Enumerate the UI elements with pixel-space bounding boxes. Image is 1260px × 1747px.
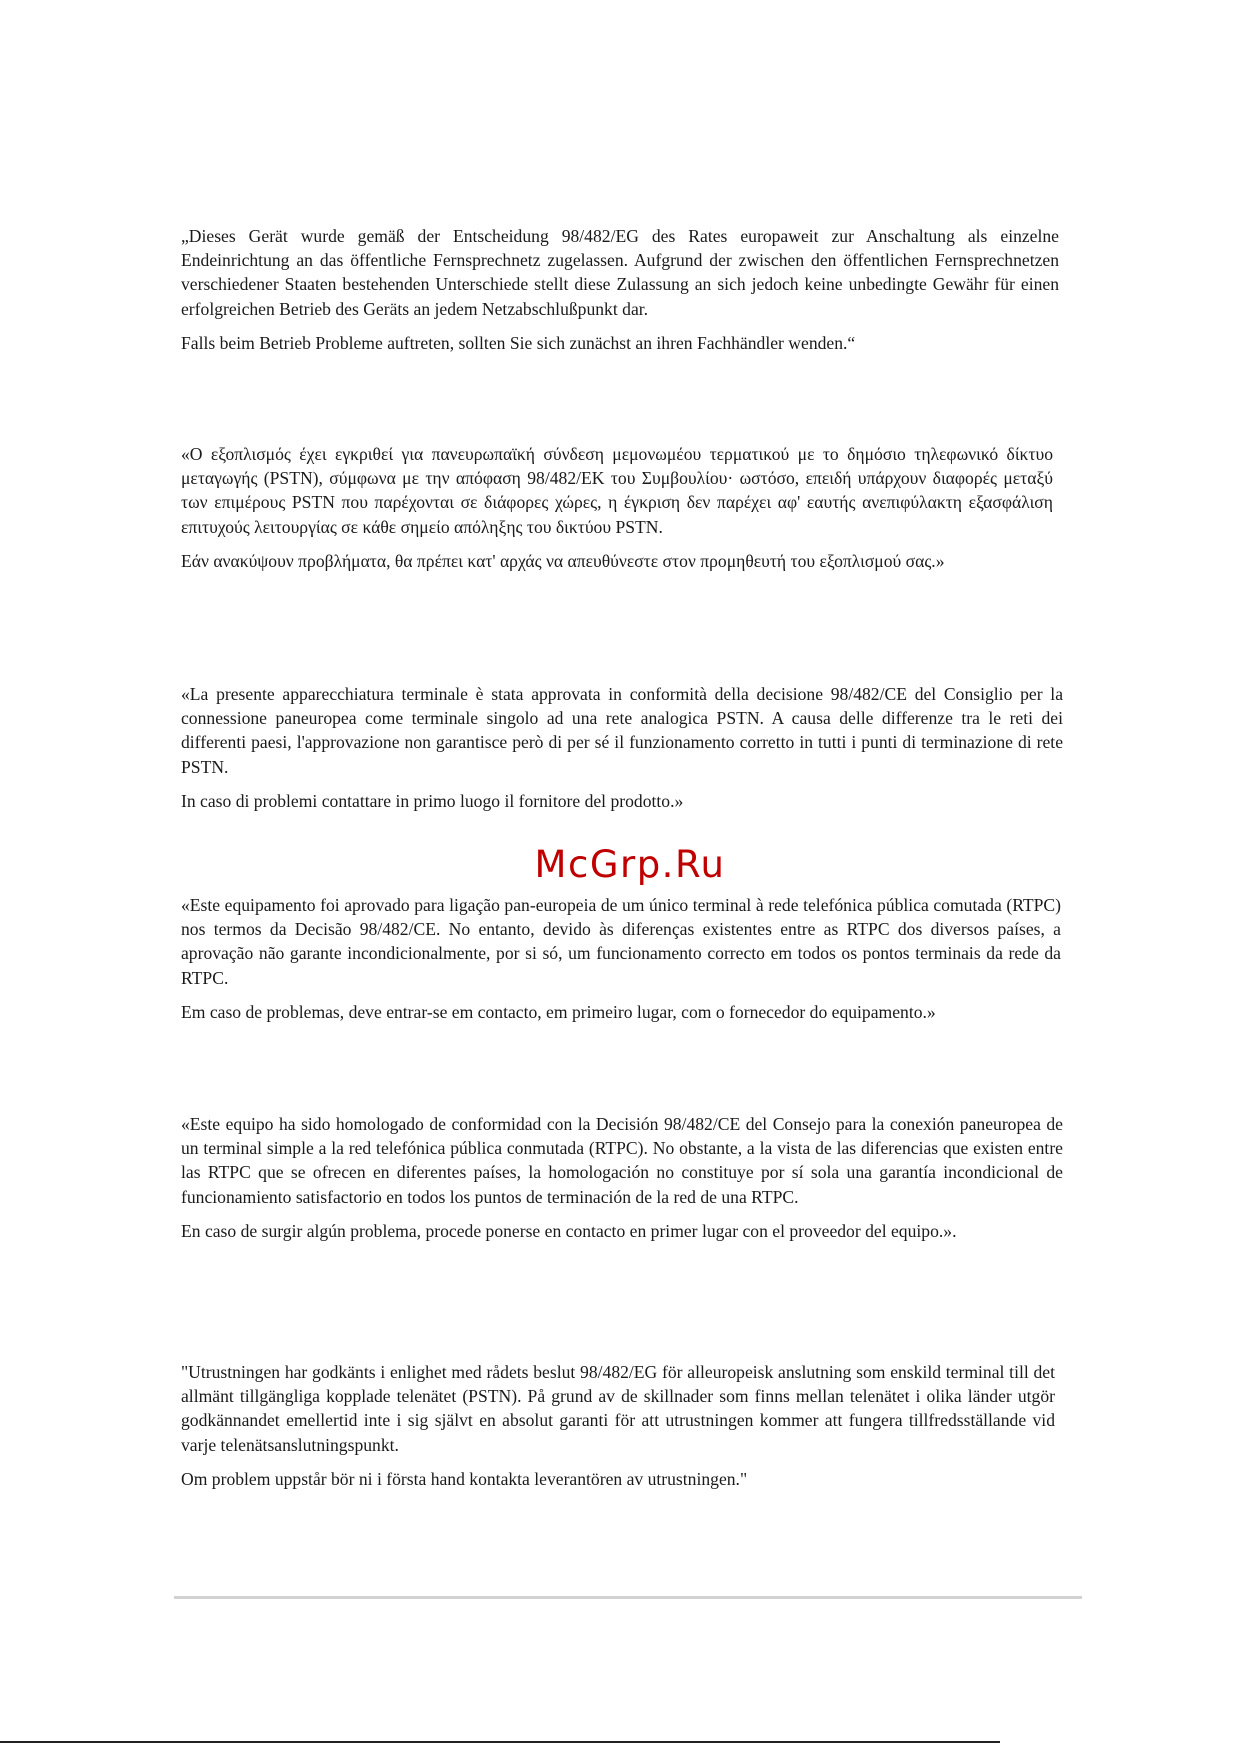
notice-greek-paragraph-1: «Ο εξοπλισμός έχει εγκριθεί για πανευρωπαϊκή σύνδεση μεμονωμέου τερματικού με το δημόσιο τηλεφωνικό δίκτυο μεταγωγής (PSTN), σύμφωνα με την απόφαση 98/482/ΕΚ του Συμβουλίου· ωστόσο, επειδή υπάρχουν διαφορές μεταξύ των επιμέρους PSTN που παρέχονται σε διάφορες χώρες, η έγκριση δεν παρέχει αφ' εαυτής ανεπιφύλακτη εξασφάλιση επιτυχούς λειτουργίας σε κάθε σημείο απόληξης του δικτύου PSTN.: [181, 444, 1053, 537]
notice-greek: [181, 442, 1053, 573]
notice-swedish-paragraph-2: Om problem uppstår bör ni i första hand kontakta leverantören av utrustningen.": [181, 1468, 748, 1489]
notice-spanish-paragraph-2: En caso de surgir algún problema, procede ponerse en contacto en primer lugar con el proveedor del equipo.».: [181, 1220, 957, 1241]
notice-greek-paragraph-2: Εάν ανακύψουν προβλήματα, θα πρέπει κατ' αρχάς να απευθύνεστε στον προμηθευτή του εξοπλισμού σας.»: [181, 550, 945, 571]
notice-portuguese-paragraph-1: «Este equipamento foi aprovado para ligação pan-europeia de um único terminal à rede telefónica pública comutada (RTPC) nos termos da Decisão 98/482/CE. No entanto, devido às diferenças existentes entre as RTPC dos diversos países, a aprovação não garante incondicionalmente, por si só, um funcionamento correcto em todos os pontos terminais da rede da RTPC.: [181, 895, 1061, 988]
notice-spanish-paragraph-1: «Este equipo ha sido homologado de conformidad con la Decisión 98/482/CE del Consejo para la conexión paneuropea de un terminal simple a la red telefónica pública conmutada (RTPC). No obstante, a la vista de las diferencias que existen entre las RTPC que se ofrecen en diferentes países, la homologación no constituye por sí sola una garantía incondicional de funcionamiento satisfactorio en todos los puntos de terminación de la red de una RTPC.: [181, 1114, 1063, 1207]
notice-swedish-paragraph-1: "Utrustningen har godkänts i enlighet med rådets beslut 98/482/EG för alleuropeisk anslutning som enskild terminal till det allmänt tillgängliga kopplade telenätet (PSTN). På grund av de skillnader som finns mellan telenätet i olika länder utgör godkännandet emellertid inte i sig självt en absolut garanti för att utrustningen kommer att fungera tillfredsställande vid varje telenätsanslutningspunkt.: [181, 1362, 1055, 1455]
notice-portuguese: [181, 893, 1061, 1024]
notice-german-paragraph-1: „Dieses Gerät wurde gemäß der Entscheidung 98/482/EG des Rates europaweit zur Anschaltung als einzelne Endeinrichtung an das öffentliche Fernsprechnetz zugelassen. Aufgrund der zwischen den öffentlichen Fernsprechnetzen verschiedener Staaten bestehenden Unterschiede stellt diese Zulassung an sich jedoch keine unbedingte Gewähr für einen erfolgreichen Betrieb des Geräts an jedem Netzabschlußpunkt dar.: [181, 226, 1059, 319]
notice-italian: [181, 682, 1063, 813]
notice-spanish: [181, 1112, 1063, 1243]
notice-german-paragraph-2: Falls beim Betrieb Probleme auftreten, sollten Sie sich zunächst an ihren Fachhändler wenden.“: [181, 332, 856, 353]
notice-swedish: [181, 1360, 1055, 1491]
notice-italian-paragraph-1: «La presente apparecchiatura terminale è stata approvata in conformità della decisione 98/482/CE del Consiglio per la connessione paneuropea come terminale singolo ad una rete analogica PSTN. A causa delle differenze tra le reti dei differenti paesi, l'approvazione non garantisce però di per sé il funzionamento corretto in tutti i punti di terminazione di rete PSTN.: [181, 684, 1063, 777]
page-bottom-edge: [0, 1741, 1000, 1743]
watermark-text: McGrp.Ru: [534, 843, 726, 886]
notice-portuguese-paragraph-2: Em caso de problemas, deve entrar-se em contacto, em primeiro lugar, com o fornecedor do equipamento.»: [181, 1001, 936, 1022]
notice-italian-paragraph-2: In caso di problemi contattare in primo luogo il fornitore del prodotto.»: [181, 790, 684, 811]
notice-german: [181, 224, 1059, 355]
footer-divider: [174, 1596, 1082, 1599]
